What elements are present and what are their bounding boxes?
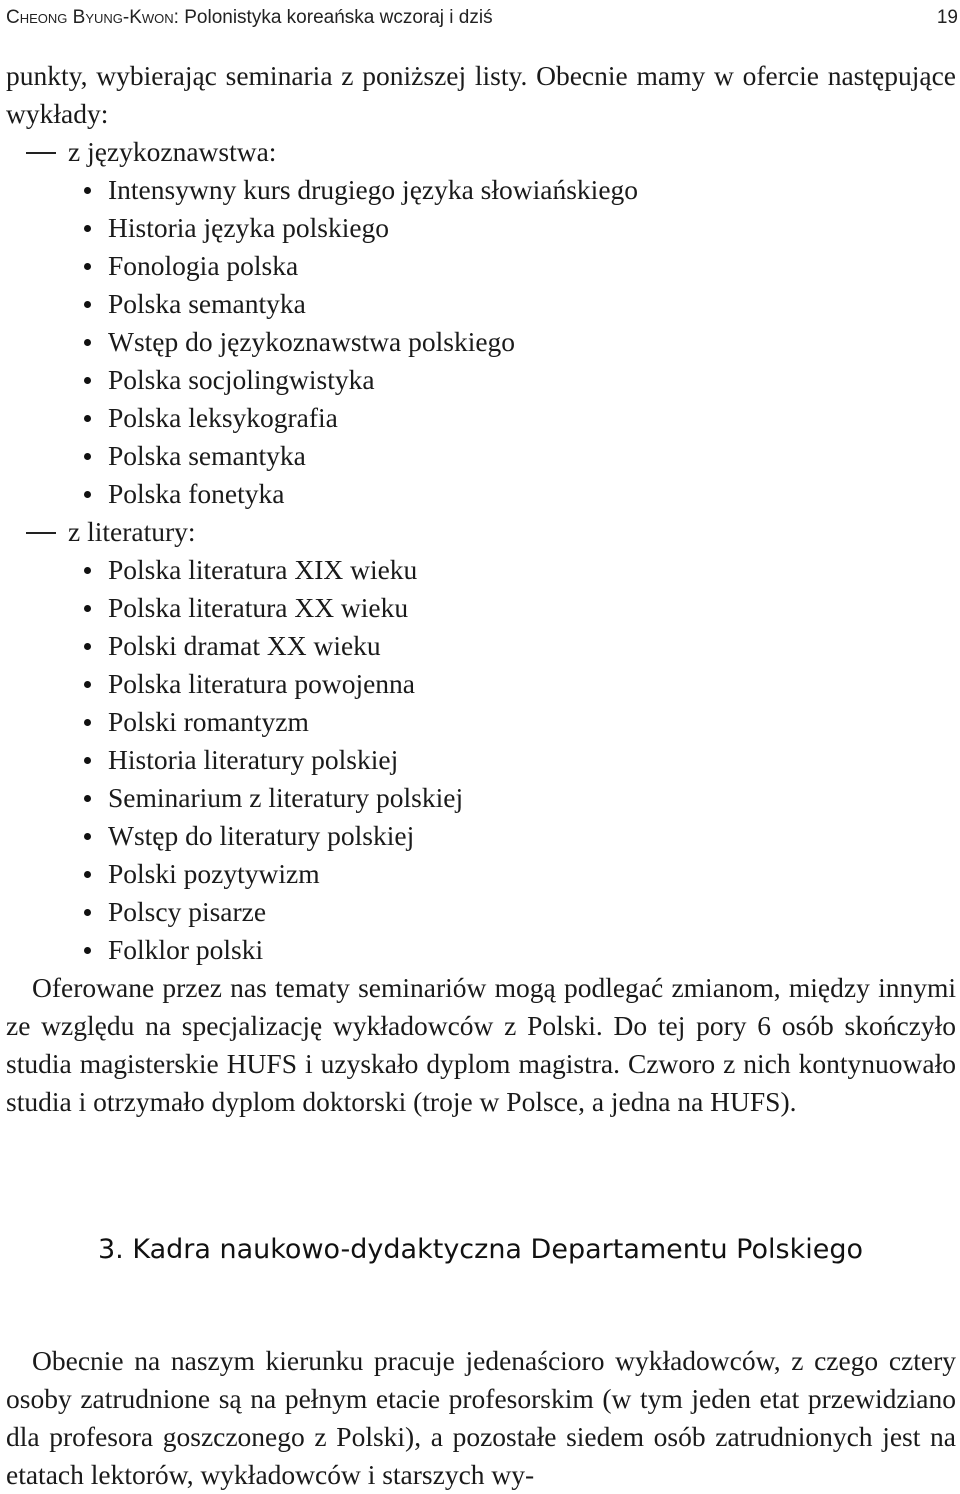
bullet-icon <box>84 757 91 764</box>
category-linguistics <box>0 133 960 171</box>
list-item <box>0 589 960 627</box>
list-item-text: Wstęp do językoznawstwa polskiego <box>108 326 516 357</box>
bullet-icon <box>84 567 91 574</box>
bullet-icon <box>84 453 91 460</box>
list-item <box>0 665 960 703</box>
intro-paragraph: punkty, wybierając seminaria z poniższej listy. Obecnie mamy w ofercie następujące wykłady: <box>6 60 956 129</box>
bullet-icon <box>84 909 91 916</box>
bullet-icon <box>84 681 91 688</box>
list-item <box>0 285 960 323</box>
list-item-text: Polska literatura XIX wieku <box>108 554 418 585</box>
header-title: Polonistyka koreańska wczoraj i dziś <box>184 7 493 28</box>
list-item <box>0 361 960 399</box>
list-item-text: Polska literatura powojenna <box>108 668 415 699</box>
list-item <box>0 399 960 437</box>
bullet-icon <box>84 947 91 954</box>
running-header <box>6 0 960 36</box>
list-item <box>0 247 960 285</box>
bullet-icon <box>84 225 91 232</box>
category-label: z językoznawstwa: <box>68 136 277 167</box>
list-item <box>0 627 960 665</box>
bullet-icon <box>84 871 91 878</box>
bullet-icon <box>84 415 91 422</box>
list-item <box>0 817 960 855</box>
list-item-text: Historia literatury polskiej <box>108 744 399 775</box>
section-heading: 3. Kadra naukowo-dydaktyczna Departamentu Polskiego <box>98 1234 863 1265</box>
list-item-text: Polska leksykografia <box>108 402 338 433</box>
list-item <box>0 855 960 893</box>
bullet-icon <box>84 263 91 270</box>
list-item-text: Polska socjolingwistyka <box>108 364 375 395</box>
bullet-icon <box>84 605 91 612</box>
header-author: Cheong Byung-Kwon: <box>6 7 179 28</box>
bullet-icon <box>84 339 91 346</box>
bullet-icon <box>84 377 91 384</box>
bullet-icon <box>84 719 91 726</box>
dash-marker <box>26 152 56 154</box>
list-item-text: Intensywny kurs drugiego języka słowiańskiego <box>108 174 639 205</box>
list-item-text: Wstęp do literatury polskiej <box>108 820 415 851</box>
list-item-text: Polska fonetyka <box>108 478 285 509</box>
list-item-text: Polska semantyka <box>108 288 306 319</box>
list-item <box>0 741 960 779</box>
bullet-icon <box>84 643 91 650</box>
bullet-icon <box>84 795 91 802</box>
list-item-text: Polski pozytywizm <box>108 858 320 889</box>
bullet-icon <box>84 491 91 498</box>
final-paragraph: Obecnie na naszym kierunku pracuje jedenaścioro wykładowców, z czego cztery osoby zatrudnione są na pełnym etacie profesorskim (w tym jeden etat przewidziano dla profesora goszczonego z Polski), a pozostałe siedem osób zatrudnionych jest na etatach lektorów, wykładowców i starszych wy- <box>6 1345 956 1490</box>
list-item-text: Polscy pisarze <box>108 896 267 927</box>
list-item <box>0 779 960 817</box>
list-item <box>0 323 960 361</box>
list-item-text: Fonologia polska <box>108 250 299 281</box>
list-item-text: Folklor polski <box>108 934 264 965</box>
bullet-icon <box>84 833 91 840</box>
bullet-icon <box>84 301 91 308</box>
list-item <box>0 171 960 209</box>
page-number: 19 <box>936 7 958 28</box>
list-item <box>0 703 960 741</box>
list-item-text: Seminarium z literatury polskiej <box>108 782 464 813</box>
list-item-text: Polska semantyka <box>108 440 306 471</box>
category-literature <box>0 513 960 551</box>
list-item-text: Polski romantyzm <box>108 706 309 737</box>
list-item <box>0 931 960 969</box>
list-item-text: Polska literatura XX wieku <box>108 592 409 623</box>
list-item <box>0 893 960 931</box>
dash-marker <box>26 532 56 534</box>
list-item <box>0 475 960 513</box>
list-item <box>0 437 960 475</box>
bullet-icon <box>84 187 91 194</box>
closing-paragraph: Oferowane przez nas tematy seminariów mogą podlegać zmianom, między innymi ze względu na specjalizację wykładowców z Polski. Do tej pory 6 osób skończyło studia magisterskie HUFS i uzyskało dyplom magistra. Czworo z nich kontynuowało studia i otrzymało dyplom doktorski (troje w Polsce, a jedna na HUFS). <box>6 972 956 1117</box>
list-item-text: Polski dramat XX wieku <box>108 630 381 661</box>
category-label: z literatury: <box>68 516 196 547</box>
list-item-text: Historia języka polskiego <box>108 212 390 243</box>
list-item <box>0 551 960 589</box>
list-item <box>0 209 960 247</box>
course-lists <box>0 133 960 969</box>
